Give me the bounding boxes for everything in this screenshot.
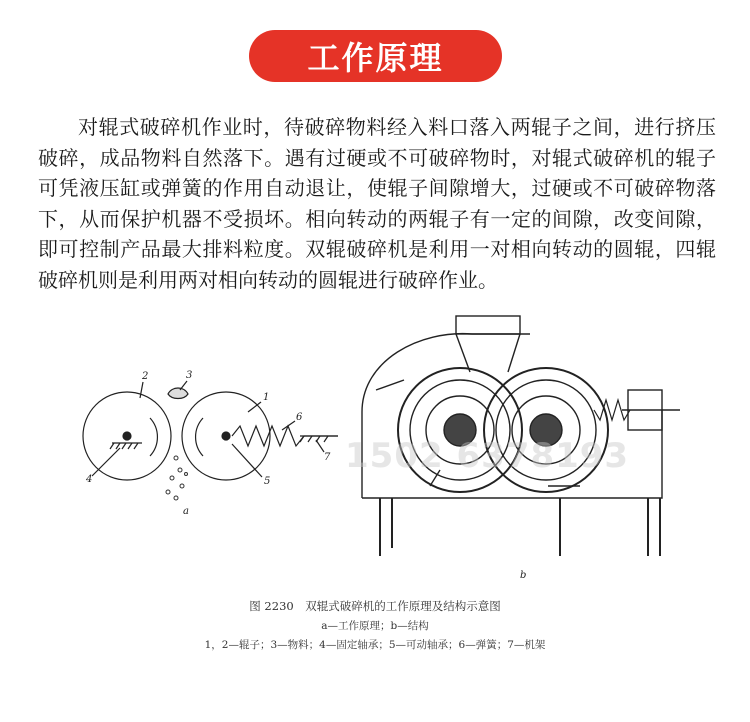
intro-paragraph: 对辊式破碎机作业时，待破碎物料经入料口落入两辊子之间，进行挤压破碎，成品物料自然落下。遇有过硬或不可破碎物时，对辊式破碎机的辊子可凭液压缸或弹簧的作用自动退让，使辊子间隙增大，过硬或不可破碎物落下，从而保护机器不受损坏。相向转动的两辊子有一定的间隙，改变间隙，即可控制产品最大排料粒度。双辊破碎机是利用一对相向转动的圆辊，四辊破碎机则是利用两对相向转动的圆辊进行破碎作业。: [38, 115, 716, 292]
label-6: 6: [296, 412, 303, 423]
label-1: 1: [263, 392, 270, 403]
label-5: 5: [264, 476, 271, 487]
section-title-banner: [249, 30, 502, 82]
figure-caption-legend: 1，2—辊子；3—物料；4—固定轴承；5—可动轴承；6—弹簧；7—机架: [204, 639, 546, 651]
label-7: 7: [324, 452, 331, 463]
label-2: 2: [142, 371, 149, 382]
figure-caption-sub: a—工作原理；b—结构: [321, 620, 429, 632]
section-title: 工作原理: [307, 39, 444, 77]
watermark-text: 1502 6378193: [345, 436, 630, 476]
label-a: a: [183, 506, 189, 517]
figure-caption-title: 图 2230 双辊式破碎机的工作原理及结构示意图: [249, 599, 501, 613]
label-3: 3: [186, 370, 193, 381]
label-4: 4: [86, 474, 93, 485]
label-b: b: [520, 570, 527, 581]
